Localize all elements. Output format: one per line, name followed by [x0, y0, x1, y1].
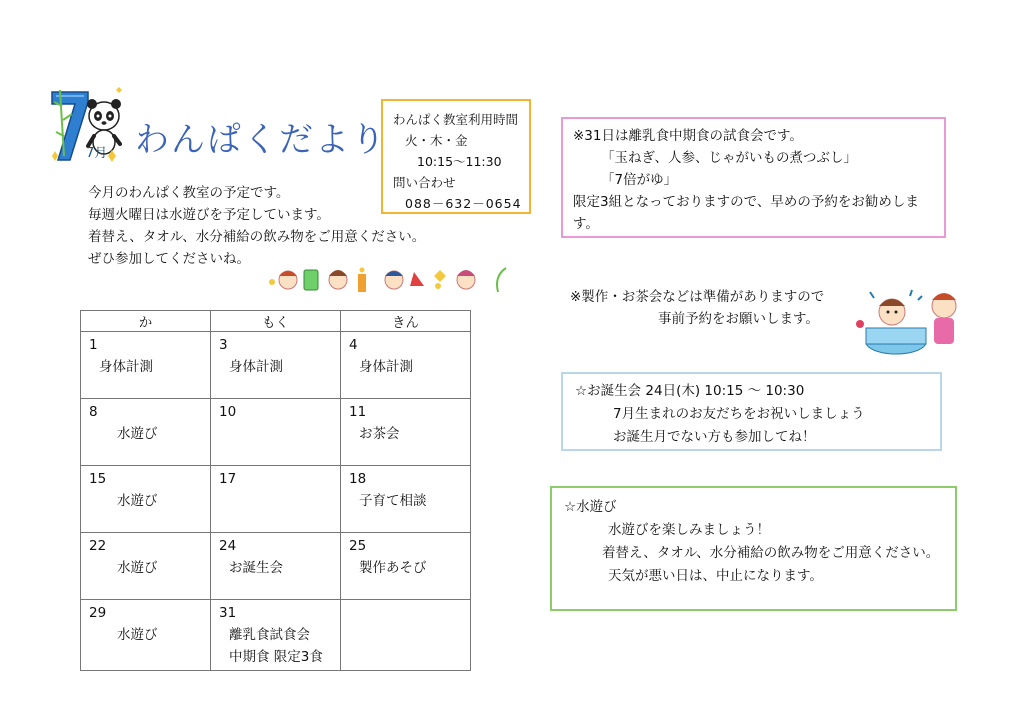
- calendar-cell: [81, 466, 211, 533]
- water-line: 天気が悪い日は、中止になります。: [608, 568, 823, 584]
- water-line: 水遊びを楽しみましょう！: [608, 522, 770, 538]
- contact-phone: 088－632－0654: [405, 196, 522, 211]
- day-number: 1: [89, 337, 98, 353]
- day-event-detail: 中期食 限定3食: [229, 649, 323, 665]
- day-number: 25: [349, 538, 367, 554]
- month-badge: [48, 86, 122, 166]
- tasting-line: ※31日は離乳食中期食の試食会です。: [573, 128, 803, 144]
- calendar-cell: [81, 533, 211, 600]
- calendar-cell: [81, 600, 211, 671]
- tasting-line: 限定3組となっておりますので、早めの予約をお勧めしま: [573, 194, 919, 210]
- intro-line: 今月のわんぱく教室の予定です。: [88, 185, 290, 201]
- panda-seven-illustration: [48, 86, 122, 166]
- day-number: 22: [89, 538, 107, 554]
- water-play-icon: [852, 282, 968, 358]
- reservation-line: ※製作・お茶会などは準備がありますので: [570, 289, 825, 305]
- day-event: 水遊び: [117, 627, 158, 643]
- day-number: 11: [349, 404, 367, 420]
- day-event: 水遊び: [117, 426, 158, 442]
- day-event: 身体計測: [229, 359, 283, 375]
- day-number: 31: [219, 605, 237, 621]
- calendar-cell: [81, 399, 211, 466]
- day-event: 水遊び: [117, 493, 158, 509]
- kids-decoration: [266, 262, 516, 298]
- calendar-cell: [341, 332, 471, 399]
- intro-line: ぜひ参加してくださいね。: [88, 251, 250, 267]
- day-number: 3: [219, 337, 228, 353]
- calendar-header-row: [81, 311, 471, 332]
- hours-time: 10:15～11:30: [417, 154, 502, 169]
- calendar-row: [81, 466, 471, 533]
- calendar-cell: [81, 332, 211, 399]
- birthday-line: お誕生月でない方も参加してね！: [613, 429, 816, 445]
- birthday-line: ☆お誕生会 24日(木) 10:15 ～ 10:30: [575, 383, 805, 399]
- day-event: 身体計測: [359, 359, 413, 375]
- calendar-header-tue: か: [81, 311, 211, 332]
- calendar-cell: [341, 466, 471, 533]
- water-line: 着替え、タオル、水分補給の飲み物をご用意ください。: [602, 545, 940, 561]
- calendar-cell: [211, 600, 341, 671]
- month-badge-text: 7月: [86, 146, 108, 161]
- calendar-table: [80, 310, 471, 671]
- calendar-cell: [211, 332, 341, 399]
- water-play-box: [550, 486, 957, 611]
- calendar-cell: [341, 399, 471, 466]
- day-event: 離乳食試食会: [229, 627, 310, 643]
- water-line: ☆水遊び: [564, 499, 617, 515]
- reservation-note: [570, 286, 824, 330]
- day-event: 水遊び: [117, 560, 158, 576]
- day-number: 10: [219, 404, 237, 420]
- day-number: 24: [219, 538, 237, 554]
- birthday-line: 7月生まれのお友だちをお祝いしましょう: [613, 406, 865, 422]
- day-number: 29: [89, 605, 107, 621]
- intro-text: [88, 182, 425, 270]
- hours-box: [381, 99, 531, 214]
- day-number: 8: [89, 404, 98, 420]
- day-number: 4: [349, 337, 358, 353]
- intro-line: 着替え、タオル、水分補給の飲み物をご用意ください。: [88, 229, 426, 245]
- day-event: お茶会: [359, 426, 400, 442]
- calendar-row: [81, 332, 471, 399]
- tasting-line: す。: [573, 216, 599, 232]
- day-number: 17: [219, 471, 237, 487]
- contact-label: 問い合わせ: [393, 175, 456, 190]
- calendar-cell: [211, 399, 341, 466]
- calendar-cell: [211, 533, 341, 600]
- day-event: 製作あそび: [359, 560, 427, 576]
- calendar-row: [81, 600, 471, 671]
- day-number: 15: [89, 471, 107, 487]
- day-event: 身体計測: [99, 359, 153, 375]
- water-play-illustration: [852, 282, 968, 358]
- intro-line: 毎週火曜日は水遊びを予定しています。: [88, 207, 330, 223]
- hours-title: わんぱく教室利用時間: [393, 112, 519, 127]
- calendar-row: [81, 533, 471, 600]
- page-title: わんぱくだより: [135, 120, 387, 160]
- calendar-header-thu: もく: [211, 311, 341, 332]
- tasting-line: 「7倍がゆ」: [601, 172, 678, 188]
- tasting-line: 「玉ねぎ、人参、じゃがいもの煮つぶし」: [601, 150, 857, 166]
- kids-decoration-icon: [266, 262, 516, 298]
- day-number: 18: [349, 471, 367, 487]
- calendar-cell: [211, 466, 341, 533]
- calendar-cell: [341, 533, 471, 600]
- calendar-header-fri: きん: [341, 311, 471, 332]
- reservation-line: 事前予約をお願いします。: [658, 311, 819, 327]
- calendar-row: [81, 399, 471, 466]
- calendar-cell: [341, 600, 471, 671]
- tasting-box: [561, 117, 946, 238]
- hours-days: 火・木・金: [405, 133, 468, 148]
- day-event: 子育て相談: [359, 493, 427, 509]
- day-event: お誕生会: [229, 560, 283, 576]
- birthday-box: [561, 372, 942, 451]
